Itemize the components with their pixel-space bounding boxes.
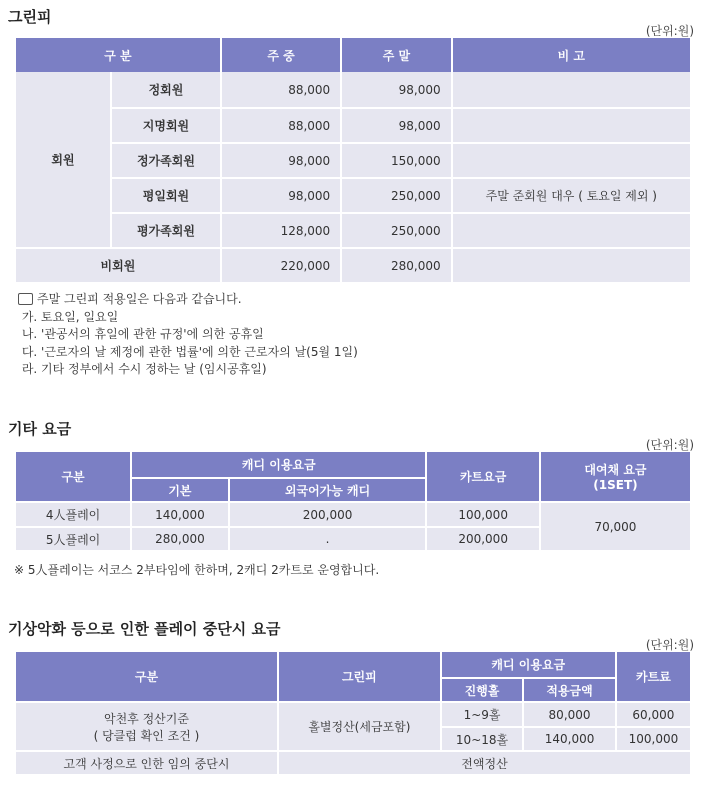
weekday-fee: 98,000 — [222, 177, 340, 212]
remark-cell — [453, 107, 690, 142]
remark-text: 주말 준회원 대우 ( 토요일 제외 ) — [453, 177, 690, 212]
weekday-fee: 98,000 — [222, 142, 340, 177]
header-category: 구분 — [16, 652, 277, 701]
weekend-fee: 150,000 — [342, 142, 450, 177]
other-fees-unit: (단위:원) — [645, 438, 694, 452]
weekend-fee: 250,000 — [342, 212, 450, 247]
weekday-fee: 88,000 — [222, 107, 340, 142]
header-amount: 적용금액 — [524, 677, 615, 701]
bad-weather-label — [16, 701, 277, 750]
header-caddie: 캐디 이용요금 — [442, 652, 615, 677]
header-remark: 비 고 — [453, 38, 690, 72]
applied-amount: 140,000 — [524, 726, 615, 750]
cart-fee: 200,000 — [427, 526, 538, 550]
note-line: 다. '근로자의 날 제정에 관한 법률'에 의한 근로자의 날(5월 1일) — [18, 344, 358, 359]
weekend-fee: 98,000 — [342, 107, 450, 142]
green-fee-title: 그린피 — [8, 8, 52, 26]
weekend-fee: 98,000 — [342, 72, 450, 107]
weekend-fee: 280,000 — [342, 247, 450, 282]
note-line: 라. 기타 정부에서 수시 정하는 날 (임시공휴일) — [18, 362, 267, 376]
weekday-fee: 128,000 — [222, 212, 340, 247]
caddie-foreign-fee: 200,000 — [230, 501, 426, 526]
caddie-basic-fee: 140,000 — [132, 501, 228, 526]
weekday-fee: 88,000 — [222, 72, 340, 107]
header-weekday: 주 중 — [222, 38, 340, 72]
header-green: 그린피 — [279, 652, 440, 701]
cart-fee: 100,000 — [617, 726, 690, 750]
row-name: 정가족회원 — [112, 142, 220, 177]
row-name: 평일회원 — [112, 177, 220, 212]
weather-fees-unit: (단위:원) — [645, 638, 694, 652]
header-caddie: 캐디 이용요금 — [132, 452, 425, 477]
header-rental — [541, 452, 690, 501]
header-foreign: 외국어가능 캐디 — [230, 477, 426, 501]
weekend-fee: 250,000 — [342, 177, 450, 212]
full-settlement: 전액정산 — [279, 750, 690, 774]
header-basic: 기본 — [132, 477, 228, 501]
rental-sub-label: (1SET) — [593, 478, 638, 492]
remark-cell — [453, 72, 690, 107]
row-name: 5人플레이 — [16, 526, 130, 550]
caddie-basic-fee: 280,000 — [132, 526, 228, 550]
weekday-fee: 220,000 — [222, 247, 340, 282]
pointing-hand-icon — [18, 293, 33, 305]
other-fees-note: ※ 5人플레이는 서코스 2부타임에 한하며, 2캐디 2카트로 운영합니다. — [14, 563, 380, 577]
header-category: 구분 — [16, 452, 130, 501]
nonmember-label: 비회원 — [16, 247, 220, 282]
customer-stop-label: 고객 사정으로 인한 임의 중단시 — [16, 750, 277, 774]
header-cart: 카트요금 — [427, 452, 538, 501]
applied-amount: 80,000 — [524, 701, 615, 726]
progress-holes: 10~18홀 — [442, 726, 523, 750]
row-name: 정회원 — [112, 72, 220, 107]
remark-cell — [453, 247, 690, 282]
row-name: 지명회원 — [112, 107, 220, 142]
rental-label: 대여채 요금 — [584, 463, 647, 477]
weather-fees-title: 기상악화 등으로 인한 플레이 중단시 요금 — [8, 620, 281, 638]
other-fees-title: 기타 요금 — [8, 420, 72, 438]
progress-holes: 1~9홀 — [442, 701, 523, 726]
note-line: 주말 그린피 적용일은 다음과 같습니다. — [37, 292, 242, 306]
cart-fee: 100,000 — [427, 501, 538, 526]
note-line: 나. '관공서의 휴일에 관한 규정'에 의한 공휴일 — [18, 327, 264, 341]
rental-fee: 70,000 — [541, 501, 690, 550]
weather-fees-table — [14, 652, 692, 774]
member-group-label: 회원 — [16, 72, 110, 247]
green-fee-unit: (단위:원) — [645, 24, 694, 38]
header-progress: 진행홀 — [442, 677, 523, 701]
row-name: 평가족회원 — [112, 212, 220, 247]
cart-fee: 60,000 — [617, 701, 690, 726]
green-fee-notes — [18, 291, 358, 379]
green-fee-table — [14, 38, 692, 282]
bad-weather-line2: ( 당클럽 확인 조건 ) — [93, 728, 200, 743]
note-line: 가. 토요일, 일요일 — [18, 309, 119, 324]
remark-cell — [453, 212, 690, 247]
header-weekend: 주 말 — [342, 38, 450, 72]
remark-cell — [453, 142, 690, 177]
header-category: 구 분 — [16, 38, 220, 72]
row-name: 4人플레이 — [16, 501, 130, 526]
bad-weather-line1: 악천후 정산기준 — [104, 711, 189, 726]
other-fees-table — [14, 452, 692, 550]
green-settlement: 홀별정산(세금포함) — [279, 701, 440, 750]
header-cart: 카트료 — [617, 652, 690, 701]
caddie-foreign-fee: . — [230, 526, 426, 550]
